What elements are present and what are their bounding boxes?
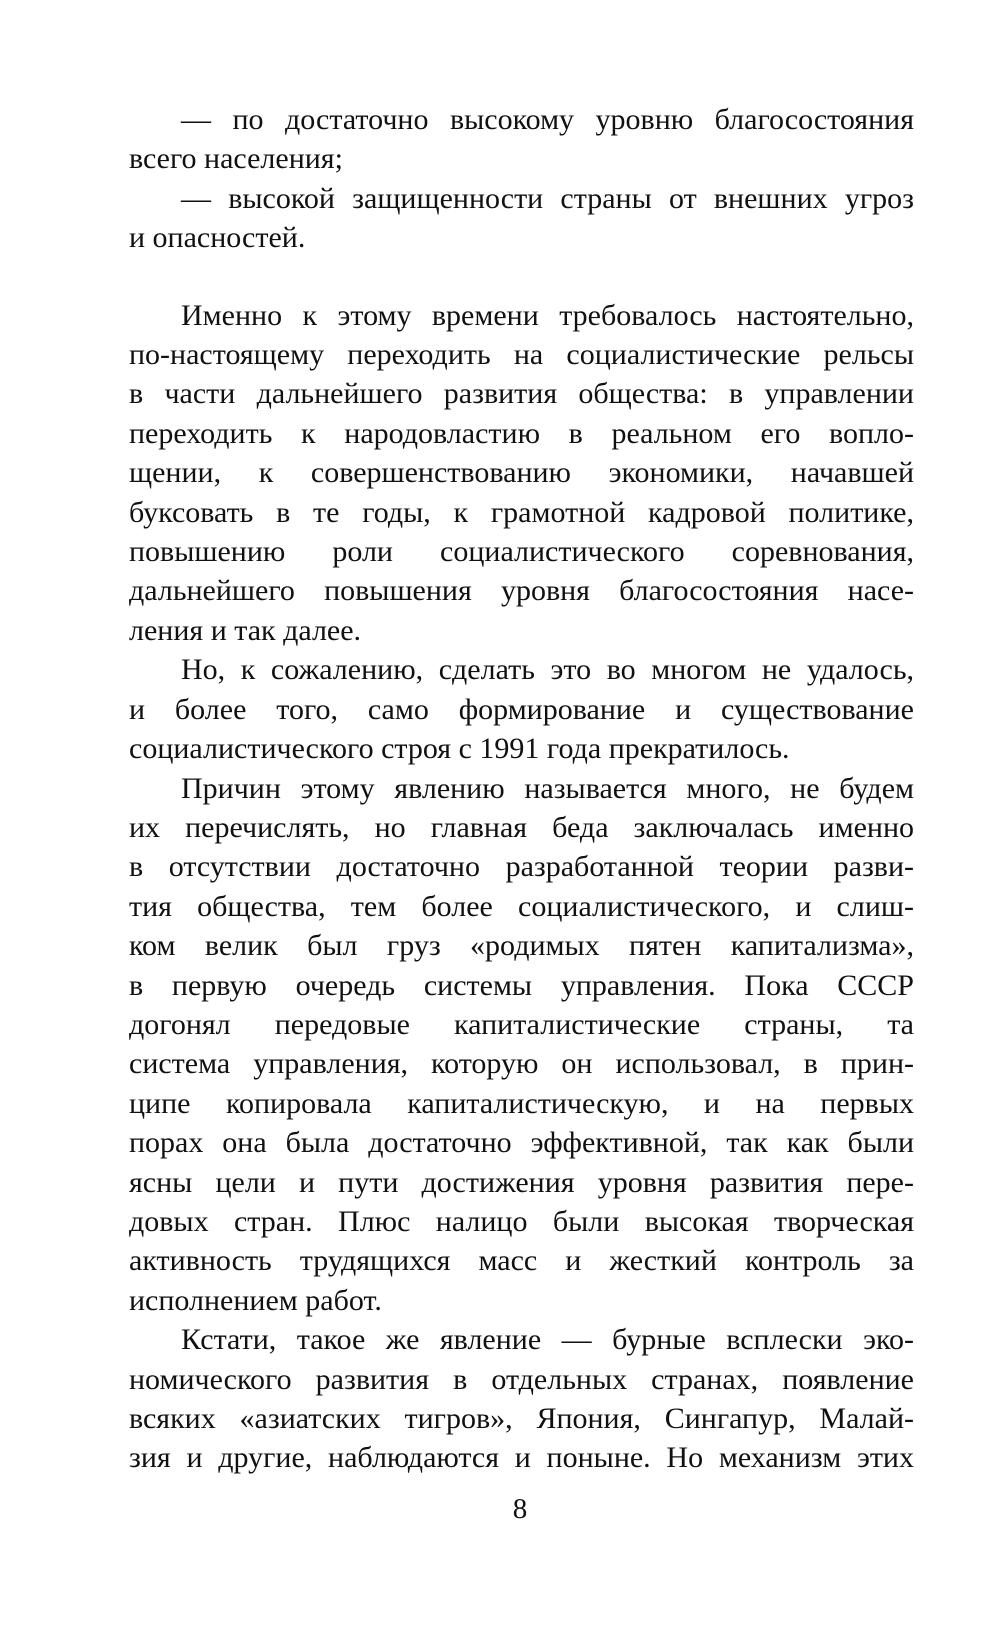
text-line: всего населения; [129,142,343,176]
text-line: — высокой защищенности страны от внешних угроз [181,181,914,215]
text-line: ясны цели и пути достижения уровня развития пере- [129,1165,914,1199]
text-line: переходить к народовластию в реальном его вопло- [129,416,914,450]
text-line: система управления, которую он использовал, в прин- [129,1047,914,1081]
paragraph-asian-tigers [129,1320,914,1478]
text-line: и более того, само формирование и существование [129,692,914,726]
page-number: 8 [512,1493,528,1525]
text-line: Но, к сожалению, сделать это во многом не удалось, [181,653,914,687]
list-item-wellbeing [129,100,914,179]
text-line: — по достаточно высокому уровню благосостояния [181,103,914,136]
text-line: Причин этому явлению называется много, не будем [181,771,914,805]
text-line: всяких «азиатских тигров», Япония, Сингапур, Малай- [129,1402,914,1435]
text-line: Кстати, такое же явление — бурные всплески эко- [181,1323,914,1357]
text-line: их перечислять, но главная беда заключалась именно [129,810,914,844]
text-line: и опасностей. [129,221,306,255]
text-line: буксовать в те годы, к грамотной кадровой политике, [129,495,914,529]
text-line: ципе копировала капиталистическую, и на первых [129,1086,914,1120]
text-line: довых стран. Плюс налицо были высокая творческая [129,1204,914,1238]
text-line: ления и так далее. [129,613,362,647]
paragraph-causes [129,769,914,1321]
text-line: исполнением работ. [129,1283,382,1317]
text-line: порах она была достаточно эффективной, так как были [129,1126,914,1160]
paragraph-regret [129,650,914,768]
text-line: номического развития в отдельных странах, появление [129,1362,914,1396]
text-line: в отсутствии достаточно разработанной теории разви- [129,850,914,884]
text-line: дальнейшего повышения уровня благосостояния насе- [129,574,914,608]
section-gap [129,258,914,296]
text-line: ком велик был груз «родимых пятен капитализма», [129,929,914,963]
text-line: активность трудящихся масс и жесткий контроль за [129,1244,914,1278]
text-line: повышению роли социалистического соревнования, [129,535,914,569]
text-line: Именно к этому времени требовалось настоятельно, [181,298,914,332]
text-line: в части дальнейшего развития общества: в управлении [129,377,914,411]
text-line: социалистического строя с 1991 года прекратилось. [129,732,790,766]
text-line: зия и другие, наблюдаются и поныне. Но механизм этих [129,1441,914,1475]
text-line: в первую очередь системы управления. Пока СССР [129,968,914,1002]
text-line: догонял передовые капиталистические страны, та [129,1007,914,1041]
text-line: щении, к совершенствованию экономики, начавшей [129,456,914,490]
paragraph-transition [129,296,914,651]
text-line: тия общества, тем более социалистического, и слиш- [129,889,914,923]
body-text [129,100,914,1478]
list-item-security [129,179,914,258]
text-line: по-настоящему переходить на социалистические рельсы [129,338,914,372]
